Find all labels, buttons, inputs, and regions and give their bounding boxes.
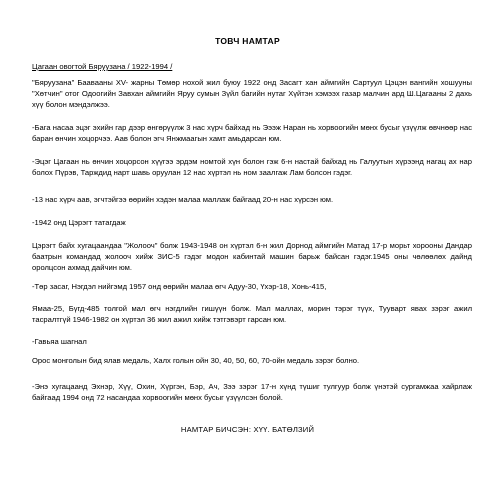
- document-signature: НАМТАР БИЧСЭН: ХҮҮ. БАТӨЛЗИЙ: [180, 425, 315, 434]
- paragraph-military-service: Цэрэгт байх хугацаандаа "Жолооч" болж 1943-1948 он хүртэл 6-н жил Дорнод аймгийн Матад 17-р морьт хорооны Дандар баатрын командад жолооч хийж ЗИС-5 гэдэг модон кабинтай машин барьж байсан гэдэг.1945 оны чөлөөлөх дайнд оролцсон ахмад дайчин юм.: [32, 241, 472, 272]
- paragraph-childhood: -Бага насаа эцэг эхийн гар дээр өнгөрүүлж 3 нас хүрч байхад нь Эээж Наран нь хорвоогийн мөнх бусыг үзүүлж өвчнөөр нас баран өнчин хоцорчээ. Аав болон эгч Янжмаагын хамт амьдарсан юм.: [32, 123, 472, 143]
- paragraph-youth: -13 нас хүрч аав, эгчтэйгээ өөрийн хэдэн малаа маллаж байгаад 20-н нас хүрсэн юм.: [32, 195, 334, 204]
- paragraph-family: -Энэ хугацаанд Эхнэр, Хүү, Охин, Хүргэн, Бэр, Ач, Зээ зэрэг 17-н хүнд түшиг тулгуур болж үнэтэй сургамжаа хайрлаж байгаад 1994 онд 72 насандаа хорвоогийн мөнх бусыг үзүүлсэн болой.: [32, 382, 472, 402]
- paragraph-awards: Орос монголын бид ялав медаль, Халх голын ойн 30, 40, 50, 60, 70-ойн медаль зэрэг болно.: [32, 356, 360, 365]
- document-subtitle: Цагаан овогтой Бяруузана / 1922-1994 /: [32, 62, 173, 71]
- paragraph-collective-1: -Төр засаг, Нэгдэл нийгэмд 1957 онд өөрийн малаа өгч Адуу-30, Үхэр-18, Хонь-415,: [32, 282, 327, 291]
- document-title: ТОВЧ НАМТАР: [215, 36, 280, 46]
- paragraph-intro: "Бяруузана" Баавааны XV- жарны Төмөр нохой жил буюу 1922 онд Засагт хан аймгийн Сартуул Цэцэн вангийн хошууны "Хөтчин" отог Одоогийн Завхан аймгийн Яруу сумын Зүйл багийн нутаг Хүйтэн хэмээх газар малчин ард Ш.Цагааны 2 дахь хүү болон мэндэлжээ.: [32, 78, 472, 109]
- paragraph-collective-2: Ямаа-25, Бүгд-485 толгой мал өгч нэгдлийн гишүүн болж. Мал маллах, морин тэрэг түүх, Тууварт явах зэрэг ажил тасралтгүй 1946-1982 он хүртэл 36 жил ажил хийж тэтгэвэрт гарсан юм.: [32, 304, 472, 324]
- paragraph-conscription: -1942 онд Цэрэгт татагдаж: [32, 218, 126, 227]
- paragraph-awards-heading: -Гавьяа шагнал: [32, 337, 87, 346]
- paragraph-education: -Эцэг Цагаан нь өнчин хоцорсон хүүгээ эрдэм номтой хүн болон гэж 6-н настай байхад нь Галуутын хүрээнд нагац ах нар болох Пүрэв, Тарждид нарт шавь оруулан 12 нас хүртэл нь ном заалгаж Лам болсон гэдэг.: [32, 157, 472, 177]
